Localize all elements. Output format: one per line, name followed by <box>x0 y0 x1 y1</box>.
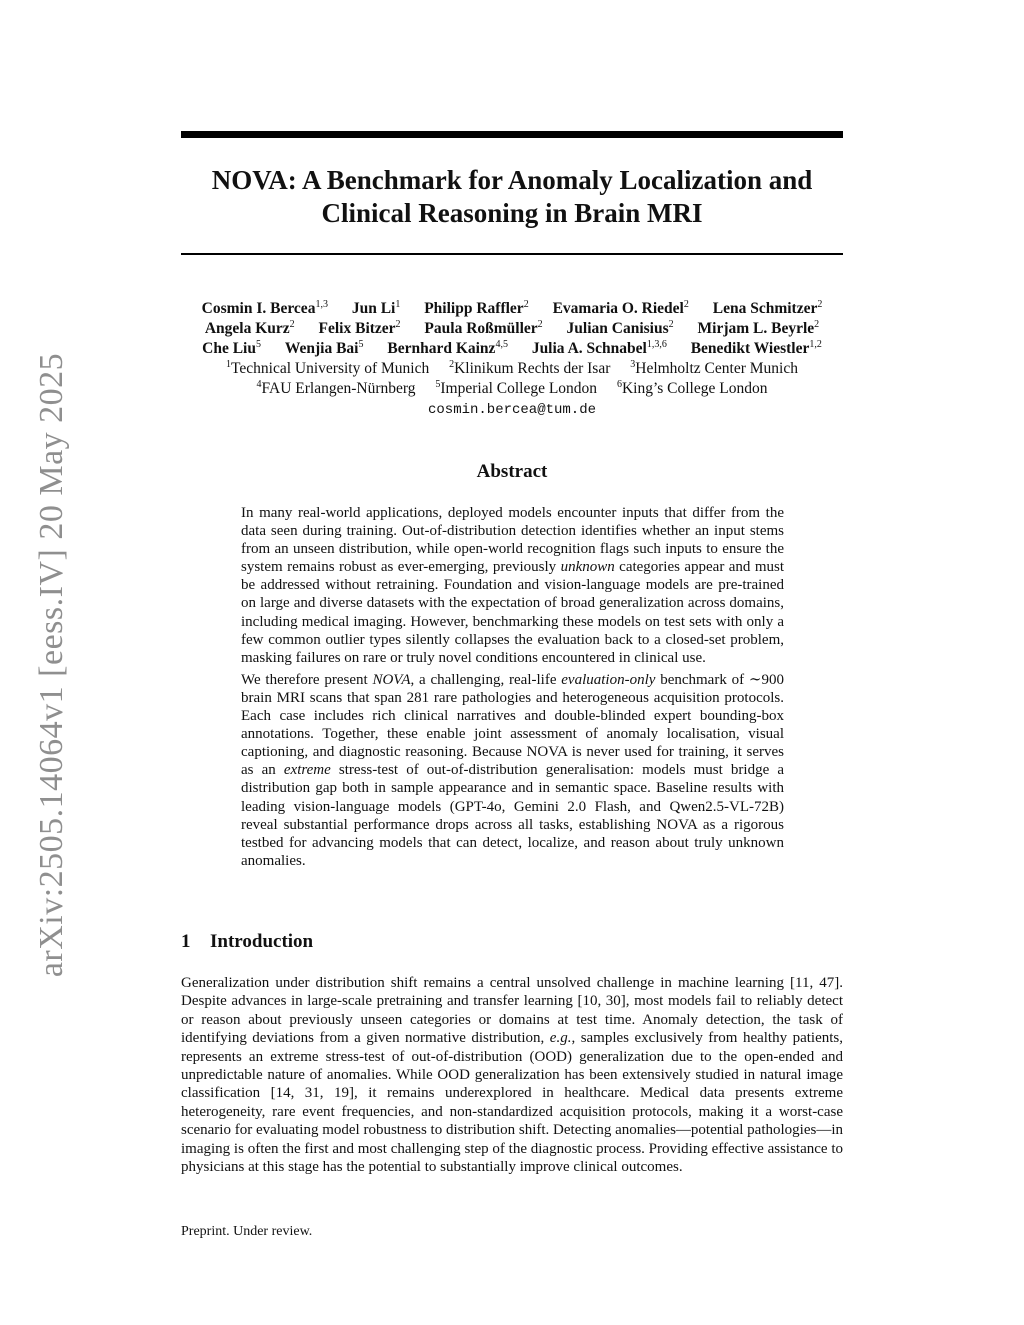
footer-note: Preprint. Under review. <box>181 1224 313 1239</box>
author-name: Lena Schmitzer$^2$ <box>712 299 823 317</box>
title-line-2: Clinical Reasoning in Brain MRI <box>321 198 703 228</box>
author-name: Philipp Raffler$^2$ <box>424 299 529 317</box>
affiliation: $^5$Imperial College London <box>435 379 598 397</box>
author-name: Bernhard Kainz$^{4,5}$ <box>387 339 508 357</box>
affiliation: $^4$FAU Erlangen-Nürnberg <box>256 379 416 397</box>
affiliation: $^2$Klinikum Rechts der Isar <box>449 359 611 377</box>
author-name: Jun Li$^1$ <box>351 299 401 317</box>
author-name: Benedikt Wiestler$^{1,2}$ <box>690 339 822 357</box>
author-name: Paula Roßmüller$^2$ <box>424 319 543 337</box>
title-top-rule <box>181 131 843 138</box>
author-line-1 <box>150 299 874 319</box>
section-heading-introduction <box>181 931 313 953</box>
abstract-paragraph-2: We therefore present NOVA, a challenging, real-life evaluation-only benchmark of ∼900 brain MRI scans that span 281 rare pathologies and heterogeneous acquisition protocols. Each case includes rich clinical narratives and double-blinded expert bounding-box annotations. Together, these enable joint assessment of anomaly localisation, visual captioning, and diagnostic reasoning. Because NOVA is never used for training, it serves as an extreme stress-test of out-of-distribution generalisation: models must bridge a distribution gap both in sample appearance and in semantic space. Baseline results with leading vision-language models (GPT-4o, Gemini 2.0 Flash, and Qwen2.5-VL-72B) reveal substantial performance drops across all tasks, establishing NOVA as a rigorous testbed for advancing models that can detect, localize, and reason about truly unknown anomalies. <box>241 671 784 869</box>
abstract-heading: Abstract <box>476 461 548 482</box>
email-line <box>150 399 874 420</box>
author-name: Angela Kurz$^2$ <box>204 319 295 337</box>
author-name: Julian Canisius$^2$ <box>566 319 674 337</box>
introduction-paragraph: Generalization under distribution shift remains a central unsolved challenge in machine learning [11, 47]. Despite advances in large-scale pretraining and transfer learning [10, 30], most models fail to reliably detect or reason about previously unseen categories or domains at test time. Anomaly detection, the task of identifying deviations from a given normative distribution, e.g., samples exclusively from healthy patients, represents an extreme stress-test of out-of-distribution (OOD) generalization due to the open-ended and unpredictable nature of anomalies. While OOD generalization has been extensively studied in natural image classification [14, 31, 19], it remains underexplored in healthcare. Medical data presents extreme heterogeneity, rare event frequencies, and non-standardized acquisition protocols, making it a worst-case scenario for evaluating model robustness to distribution shift. Detecting anomalies—potential pathologies—in imaging is often the first and most challenging step of the diagnostic process. Providing effective assistance to physicians at this stage has the potential to substantially improve clinical outcomes. <box>181 975 843 1176</box>
author-name: Wenjia Bai$^5$ <box>284 339 364 357</box>
abstract-paragraph-1: In many real-world applications, deployed models encounter inputs that differ from the data seen during training. Out-of-distribution detection identifies whether an input stems from an unseen distribution, while open-world recognition flags such inputs to ensure the system remains robust as ever-emerging, previously unknown categories appear and must be addressed without retraining. Foundation and vision-language models are pre-trained on large and diverse datasets with the expectation of broad generalization across domains, including medical imaging. However, benchmarking these models on test sets with only a few common outlier types silently collapses the evaluation back to a closed-set problem, masking failures on rare or truly novel conditions encountered in clinical use. <box>241 505 784 666</box>
affiliation-line-1 <box>150 359 874 379</box>
title-bottom-rule <box>181 253 843 255</box>
section-title: Introduction <box>210 931 314 952</box>
affiliation: $^3$Helmholtz Center Munich <box>630 359 798 377</box>
author-name: Cosmin I. Bercea$^{1,3}$ <box>201 299 328 317</box>
abstract-body <box>241 504 784 870</box>
affiliation: $^6$King’s College London <box>616 379 768 397</box>
author-name: Evamaria O. Riedel$^2$ <box>552 299 689 317</box>
author-block <box>150 299 874 420</box>
affiliation: $^1$Technical University of Munich <box>226 359 430 377</box>
section-number: 1 <box>181 931 191 952</box>
author-line-3 <box>150 339 874 359</box>
author-name: Mirjam L. Beyrle$^2$ <box>697 319 820 337</box>
affiliation-line-2 <box>150 379 874 399</box>
author-name: Julia A. Schnabel$^{1,3,6}$ <box>531 339 667 357</box>
title-line-1: NOVA: A Benchmark for Anomaly Localization and <box>211 165 813 195</box>
author-name: Felix Bitzer$^2$ <box>318 319 401 337</box>
author-name: Che Liu$^5$ <box>202 339 261 357</box>
contact-email[interactable]: cosmin.bercea@tum.de <box>427 402 597 418</box>
arxiv-identifier: arXiv:2505.14064v1 [eess.IV] 20 May 2025 <box>33 352 70 978</box>
author-line-2 <box>150 319 874 339</box>
paper-title <box>181 164 843 230</box>
